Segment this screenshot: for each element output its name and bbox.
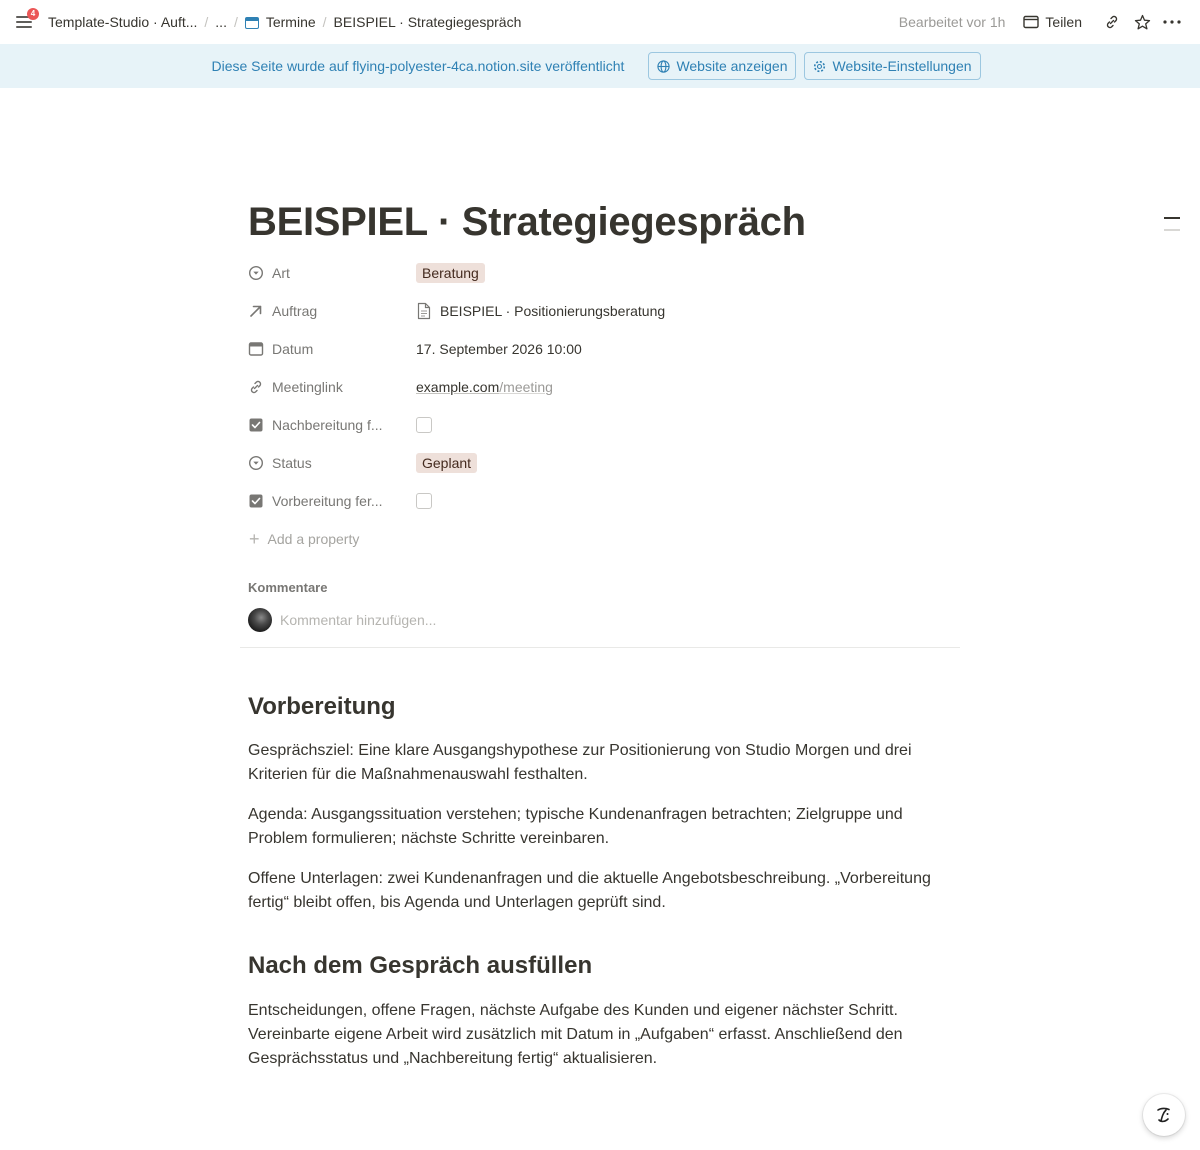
status-tag: Geplant: [416, 453, 477, 473]
breadcrumb-separator: /: [233, 14, 238, 30]
paragraph[interactable]: Offene Unterlagen: zwei Kundenanfragen und die aktuelle Angebotsbeschreibung. „Vorbereitung fertig“ bleibt offen, bis Agenda und Unterlagen geprüft sind.: [248, 870, 931, 911]
last-edited-label: Bearbeitet vor 1h: [898, 14, 1006, 30]
properties-list: [248, 254, 960, 558]
property-row-vorbereitung: [248, 482, 960, 520]
property-row-nachbereitung: [248, 406, 960, 444]
property-name[interactable]: [248, 303, 416, 319]
breadcrumb-separator: /: [204, 14, 209, 30]
property-name-label: Meetinglink: [272, 379, 343, 395]
property-value[interactable]: [416, 453, 477, 473]
topbar-tools: [899, 0, 1186, 44]
calendar-icon: [245, 16, 259, 29]
property-name[interactable]: [248, 341, 416, 357]
ai-face-icon: [1153, 1104, 1175, 1126]
breadcrumb-item-ellipsis[interactable]: ...: [215, 14, 227, 30]
avatar: [248, 608, 272, 632]
relation-label: BEISPIEL · Positionierungsberatung: [440, 303, 666, 319]
share-label: Teilen: [1045, 14, 1082, 30]
property-name[interactable]: [248, 493, 416, 509]
property-name[interactable]: [248, 455, 416, 471]
heading-vorbereitung[interactable]: Vorbereitung: [248, 693, 396, 720]
paragraph[interactable]: Entscheidungen, offene Fragen, nächste Aufgabe des Kunden und eigener nächster Schritt. Vereinbarte eigene Arbeit wird zusätzlich mit Datum in „Aufgaben“ erfasst. Anschließend den Gesprächsstatus und „Nachbereitung fertig“ aktualisieren.: [248, 1002, 903, 1067]
comment-composer: [248, 608, 680, 632]
checkbox-icon: [248, 417, 264, 433]
property-name[interactable]: [248, 417, 416, 433]
relation-link[interactable]: [416, 302, 665, 320]
website-settings-button[interactable]: [804, 52, 980, 80]
checkbox-icon: [248, 493, 264, 509]
comments-heading: Kommentare: [248, 580, 328, 595]
calendar-icon: [248, 341, 264, 357]
more-options-button[interactable]: [1158, 8, 1186, 36]
page-icon: [416, 302, 432, 320]
outline-line: [1164, 229, 1180, 231]
property-row-meetinglink: [248, 368, 960, 406]
property-value[interactable]: 17. September 2026 10:00: [416, 341, 582, 357]
page-outline-toggle[interactable]: [1164, 217, 1180, 231]
breadcrumb-item-termine[interactable]: [241, 12, 320, 32]
website-settings-label: Website-Einstellungen: [832, 58, 972, 74]
star-icon: [1134, 14, 1151, 31]
divider: [240, 647, 960, 648]
link-icon: [1104, 14, 1120, 30]
plus-icon: +: [249, 529, 260, 549]
published-banner-text: Diese Seite wurde auf flying-polyester-4ca.notion.site veröffentlicht: [211, 58, 625, 74]
property-name-label: Nachbereitung f...: [272, 417, 383, 433]
property-name-label: Art: [272, 265, 290, 281]
comment-input[interactable]: [280, 612, 680, 628]
heading-nach-dem-gespraech[interactable]: Nach dem Gespräch ausfüllen: [248, 952, 593, 979]
meeting-link[interactable]: [416, 379, 553, 395]
link-icon: [248, 379, 264, 395]
topbar: [0, 0, 1200, 44]
breadcrumb-item-label: Termine: [265, 14, 316, 30]
property-name-label: Datum: [272, 341, 314, 357]
breadcrumb-item-current[interactable]: BEISPIEL · Strategiegespräch: [333, 14, 522, 30]
globe-icon: [657, 60, 670, 73]
property-name[interactable]: [248, 265, 416, 281]
property-name[interactable]: [248, 379, 416, 395]
property-row-auftrag: [248, 292, 960, 330]
notification-badge: 4: [27, 8, 39, 20]
property-row-datum: [248, 330, 960, 368]
paragraph[interactable]: Gesprächsziel: Eine klare Ausgangshypothese zur Positionierung von Studio Morgen und drei Kriterien für die Maßnahmenauswahl festhalten.: [248, 742, 912, 783]
property-value[interactable]: [416, 302, 665, 320]
nachbereitung-checkbox[interactable]: [416, 417, 432, 433]
property-row-art: [248, 254, 960, 292]
more-horizontal-icon: [1163, 20, 1181, 24]
property-value: [416, 417, 432, 433]
share-button[interactable]: [1023, 14, 1082, 30]
breadcrumb-item-workspace[interactable]: Template-Studio · Auft...: [48, 14, 198, 30]
favorite-button[interactable]: [1128, 8, 1156, 36]
share-window-icon: [1023, 15, 1039, 29]
paragraph[interactable]: Agenda: Ausgangssituation verstehen; typische Kundenanfragen betrachten; Zielgruppe und Problem formulieren; nächste Schritte vereinbaren.: [248, 806, 903, 847]
add-property-label: Add a property: [267, 531, 360, 547]
property-name-label: Auftrag: [272, 303, 318, 319]
select-icon: [248, 265, 264, 281]
link-host: example.com: [416, 379, 500, 395]
property-name-label: Vorbereitung fer...: [272, 493, 383, 509]
property-value[interactable]: [416, 263, 485, 283]
ai-assistant-button[interactable]: [1143, 1094, 1185, 1136]
property-value: [416, 493, 432, 509]
view-website-label: Website anzeigen: [676, 58, 788, 74]
page-title[interactable]: BEISPIEL · Strategiegespräch: [248, 200, 806, 244]
property-name-label: Status: [272, 455, 312, 471]
link-path: /meeting: [499, 379, 553, 395]
outline-line: [1164, 217, 1180, 219]
relation-arrow-icon: [248, 303, 264, 319]
breadcrumb-separator: /: [322, 14, 327, 30]
published-banner: [0, 44, 1200, 88]
view-website-button[interactable]: [648, 52, 796, 80]
property-row-status: [248, 444, 960, 482]
add-property-button[interactable]: [248, 520, 960, 558]
gear-icon: [813, 60, 826, 73]
copy-link-button[interactable]: [1098, 8, 1126, 36]
select-tag: Beratung: [416, 263, 485, 283]
vorbereitung-checkbox[interactable]: [416, 493, 432, 509]
breadcrumb: [44, 0, 525, 44]
status-icon: [248, 455, 264, 471]
